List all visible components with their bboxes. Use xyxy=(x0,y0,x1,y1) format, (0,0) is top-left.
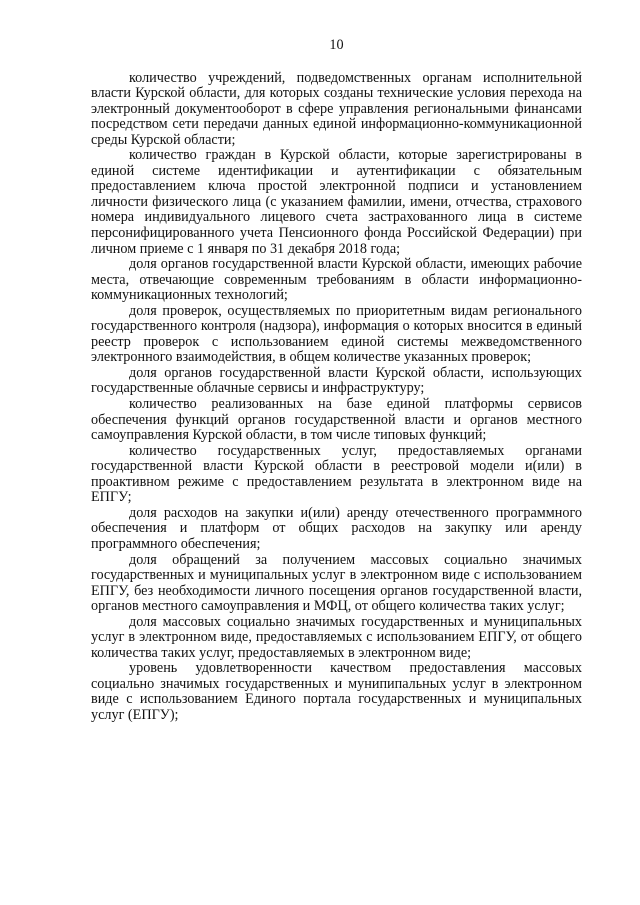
paragraph: количество государственных услуг, предоставляемых органами государственной власти Курской области в реестровой модели и(или) в проактивном режиме с предоставлением результата в электронном виде на ЕПГУ; xyxy=(91,442,582,506)
paragraph: доля массовых социально значимых государственных и муниципальных услуг в электронном виде, предоставляемых с использованием ЕПГУ, от общего количества таких услуг, предоставляемых в электронном виде; xyxy=(91,613,582,661)
body-text xyxy=(91,71,582,724)
paragraph: количество учреждений, подведомственных органам исполнительной власти Курской области, для которых созданы технические условия перехода на электронный документооборот в сфере управления региональными финансами посредством сети передачи данных единой информационно-коммуникационной среды Курской области; xyxy=(91,69,582,148)
paragraph: количество реализованных на базе единой платформы сервисов обеспечения функций органов государственной власти и органов местного самоуправления Курской области, в том числе типовых функций; xyxy=(91,396,582,444)
page-number: 10 xyxy=(329,37,344,53)
paragraph: уровень удовлетворенности качеством предоставления массовых социально значимых государственных и мунипипальных услуг в электронном виде с использованием Единого портала государственных и муниципальных услуг (ЕПГУ); xyxy=(91,660,582,723)
paragraph: доля обращений за получением массовых социально значимых государственных и муниципальных услуг в электронном виде с использованием ЕПГУ, без необходимости личного посещения органов государственной власти, органов местного самоуправления и МФЦ, от общего количества таких услуг; xyxy=(91,551,582,615)
paragraph: доля органов государственной власти Курской области, имеющих рабочие места, отвечающие современным требованиям в области информационно-коммуникационных технологий; xyxy=(91,256,582,304)
paragraph: количество граждан в Курской области, которые зарегистрированы в единой системе идентификации и аутентификации с обязательным предоставлением ключа простой электронной подписи и установлением личности физического лица (с указанием фамилии, имени, отчества, страхового номера индивидуального лицевого счета застрахованного лица в системе персонифицированного учета Пенсионного фонда Российской Федерации) при личном приеме с 1 января по 31 декабря 2018 года; xyxy=(91,147,582,257)
paragraph: доля расходов на закупки и(или) аренду отечественного программного обеспечения и платформ от общих расходов на закупку или аренду программного обеспечения; xyxy=(91,504,582,552)
paragraph: доля проверок, осуществляемых по приоритетным видам регионального государственного контроля (надзора), информация о которых вносится в единый реестр проверок с использованием единой системы межведомственного электронного взаимодействия, в общем количестве указанных проверок; xyxy=(91,302,582,366)
paragraph: доля органов государственной власти Курской области, использующих государственные облачные сервисы и инфраструктуру; xyxy=(91,364,582,397)
